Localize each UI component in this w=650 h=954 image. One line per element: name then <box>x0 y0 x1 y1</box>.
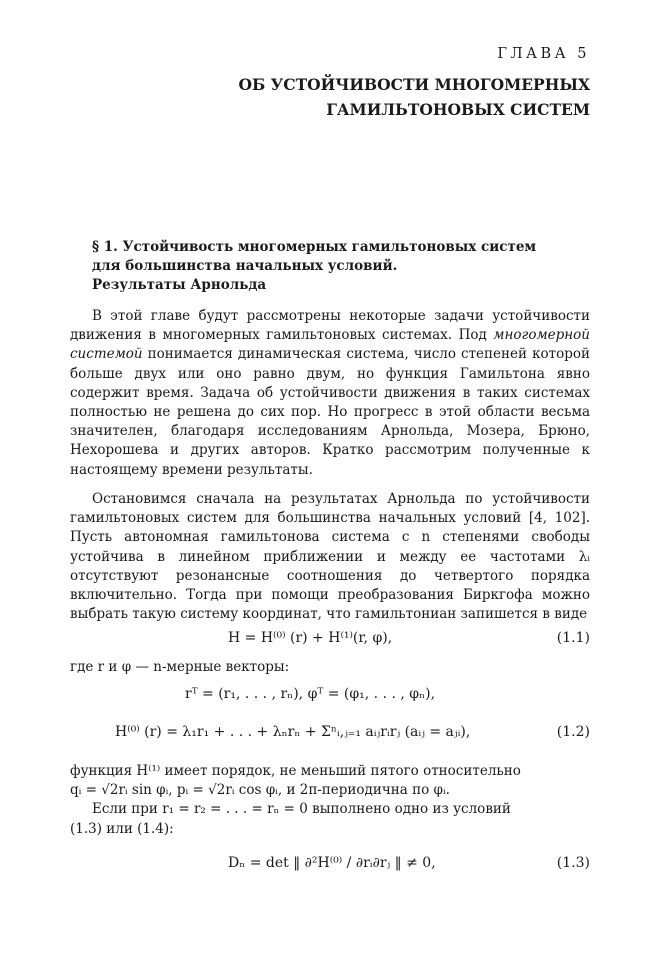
section-heading-line-3: Результаты Арнольда <box>92 277 267 293</box>
chapter-title-line-2: ГАМИЛЬТОНОВЫХ СИСТЕМ <box>326 100 590 119</box>
after-eq-line-4: (1.3) или (1.4): <box>70 820 174 837</box>
chapter-title-line-1: ОБ УСТОЙЧИВОСТИ МНОГОМЕРНЫХ <box>238 75 590 94</box>
equation-1-2-number: (1.2) <box>556 724 590 740</box>
section-heading <box>92 238 572 295</box>
paragraph-1 <box>70 307 590 480</box>
chapter-title <box>170 72 590 122</box>
equation-1-3-number: (1.3) <box>556 855 590 871</box>
chapter-label: ГЛАВА 5 <box>497 46 590 62</box>
where-text-line: где r и φ — n-мерные векторы: <box>70 659 290 675</box>
equation-1-3: Dₙ = det ‖ ∂²H⁽⁰⁾ / ∂rᵢ∂rⱼ ‖ ≠ 0, <box>228 855 436 871</box>
after-equation-text <box>70 762 590 839</box>
paragraph-1-italic-term: многомерной системой <box>70 327 590 363</box>
paragraph-1-part-2: понимается динамическая система, число степеней которой больше двух или оно равно двум, но функция Гамильтона явно содержит время. Задача об устойчивости движения в таких системах полностью не решена до сих пор. Но прогресс в этой области весьма значителен, благодаря исследованиям Арнольда, Мозера, Брюно, Нехорошева и других авторов. Кратко рассмотрим полученные к настоящему времени результаты. <box>70 346 590 478</box>
paragraph-1-part-1: В этой главе будут рассмотрены некоторые задачи устойчивости движения в многомерных гамильтоновых системах. Под <box>70 308 590 344</box>
equation-1-1-number: (1.1) <box>556 630 590 646</box>
section-heading-line-2: для большинства начальных условий. <box>92 258 398 274</box>
equation-1-2: H⁽⁰⁾ (r) = λ₁r₁ + . . . + λₙrₙ + Σⁿᵢ,ⱼ₌₁ aᵢⱼrᵢrⱼ (aᵢⱼ = aⱼᵢ), <box>115 724 471 740</box>
section-heading-line-1: § 1. Устойчивость многомерных гамильтоновых систем <box>92 239 537 255</box>
where-text <box>70 658 590 677</box>
paragraph-2-text: Остановимся сначала на результатах Арнольда по устойчивости гамильтоновых систем для большинства начальных условий [4, 102]. Пусть автономная гамильтонова система с n степенями свободы устойчива в линейном приближении и между ее частотами λᵢ отсутствуют резонансные соотношения до четвертого порядка включительно. Тогда при помощи преобразования Биркгофа можно выбрать такую систему координат, что гамильтониан запишется в виде <box>70 491 590 623</box>
paragraph-1-text <box>70 307 590 480</box>
equation-1-1: H = H⁽⁰⁾ (r) + H⁽¹⁾(r, φ), <box>228 630 393 646</box>
after-eq-line-2: qᵢ = √2rᵢ sin φᵢ, pᵢ = √2rᵢ cos φᵢ, и 2π-периодична по φᵢ. <box>70 782 450 799</box>
after-eq-line-1: функция H⁽¹⁾ имеет порядок, не меньший пятого относительно <box>70 763 521 779</box>
paragraph-2 <box>70 490 590 624</box>
vectors-definition: rᵀ = (r₁, . . . , rₙ), φᵀ = (φ₁, . . . , φₙ), <box>185 686 436 702</box>
after-eq-line-3: Если при r₁ = r₂ = . . . = rₙ = 0 выполнено одно из условий <box>92 801 511 818</box>
